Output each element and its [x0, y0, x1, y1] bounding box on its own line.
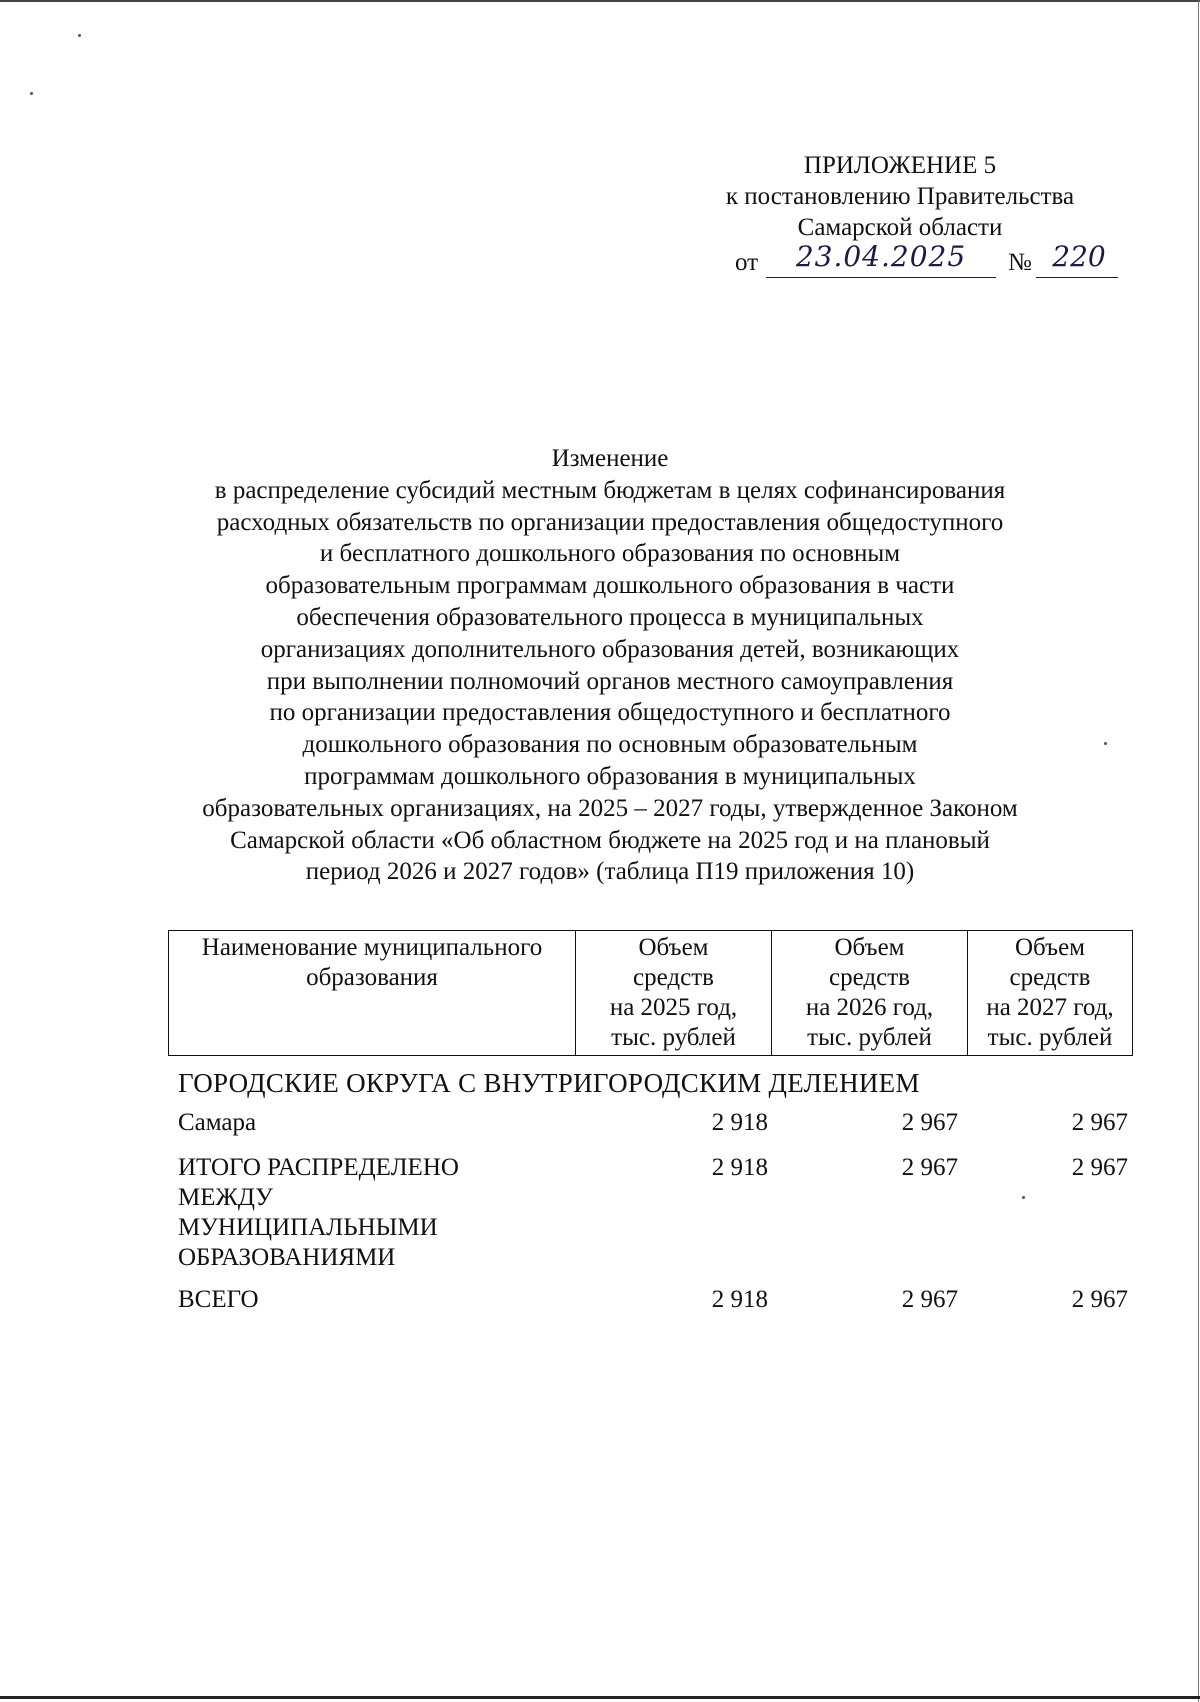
row-name: ИТОГО РАСПРЕДЕЛЕНО МЕЖДУ МУНИЦИПАЛЬНЫМИ ОБРАЗОВАНИЯМИ [178, 1154, 459, 1271]
title-line: расходных обязательств по организации предоставления общедоступного [216, 508, 1004, 536]
handwritten-number: 220 [1052, 240, 1106, 273]
date-underline [766, 277, 996, 278]
scan-edge-bottom [0, 1696, 1200, 1699]
title-line: обеспечения образовательного процесса в муниципальных [296, 603, 924, 631]
title-line: при выполнении полномочий органов местного самоуправления [266, 667, 954, 695]
row-value-2026: 2 967 [901, 1154, 958, 1181]
distribution-table-header [168, 930, 1133, 1056]
scan-speck [78, 34, 81, 37]
title-line: Самарской области «Об областном бюджете на 2025 год и на плановый [230, 826, 990, 854]
header-volume-2027: Объем средств на 2027 год, тыс. рублей [968, 931, 1133, 1056]
number-label: № [1008, 249, 1032, 276]
table-header-row [169, 931, 1133, 1056]
row-value-2026: 2 967 [901, 1109, 958, 1136]
scan-speck [1022, 1196, 1025, 1199]
decree-date-row [690, 240, 1110, 279]
title-line: период 2026 и 2027 годов» (таблица П19 приложения 10) [305, 858, 915, 886]
row-value-2027: 2 967 [1071, 1154, 1128, 1181]
row-value-2027: 2 967 [1071, 1109, 1128, 1136]
row-value-2025: 2 918 [711, 1286, 768, 1313]
header-volume-2026: Объем средств на 2026 год, тыс. рублей [772, 931, 968, 1056]
scan-edge-top [0, 0, 1200, 2]
title-line: образовательных организациях, на 2025 – 2027 годы, утвержденное Законом [202, 794, 1018, 822]
title-line: программам дошкольного образования в муниципальных [304, 762, 916, 790]
appendix-line-1: к постановлению Правительства [725, 183, 1075, 210]
scan-speck [1104, 742, 1107, 745]
row-value-2025: 2 918 [711, 1154, 768, 1181]
title-heading: Изменение [551, 445, 669, 472]
scan-edge-right [1198, 0, 1199, 1702]
title-line: дошкольного образования по основным образовательным [302, 731, 918, 759]
handwritten-date: 23.04.2025 [795, 240, 967, 273]
title-line: в распределение субсидий местным бюджетам в целях софинансирования [214, 476, 1006, 504]
section-title: ГОРОДСКИЕ ОКРУГА С ВНУТРИГОРОДСКИМ ДЕЛЕНИЕМ [178, 1068, 920, 1098]
title-line: по организации предоставления общедоступного и бесплатного [269, 699, 951, 727]
title-line: образовательным программам дошкольного образования в части [265, 572, 955, 600]
number-underline [1036, 277, 1118, 278]
document-title [140, 443, 1080, 888]
row-name: Самара [178, 1109, 257, 1136]
appendix-header [690, 150, 1110, 279]
appendix-title: ПРИЛОЖЕНИЕ 5 [803, 152, 997, 179]
appendix-line-2: Самарской области [797, 214, 1003, 241]
title-line: и бесплатного дошкольного образования по основным [319, 540, 901, 568]
row-value-2025: 2 918 [711, 1109, 768, 1136]
header-volume-2025: Объем средств на 2025 год, тыс. рублей [576, 931, 772, 1056]
header-municipality: Наименование муниципального образования [169, 931, 576, 1056]
from-label: от [735, 249, 759, 276]
scan-speck [30, 92, 33, 95]
row-value-2026: 2 967 [901, 1286, 958, 1313]
row-name: ВСЕГО [178, 1286, 259, 1313]
row-value-2027: 2 967 [1071, 1286, 1128, 1313]
title-line: организациях дополнительного образования детей, возникающих [260, 635, 960, 663]
